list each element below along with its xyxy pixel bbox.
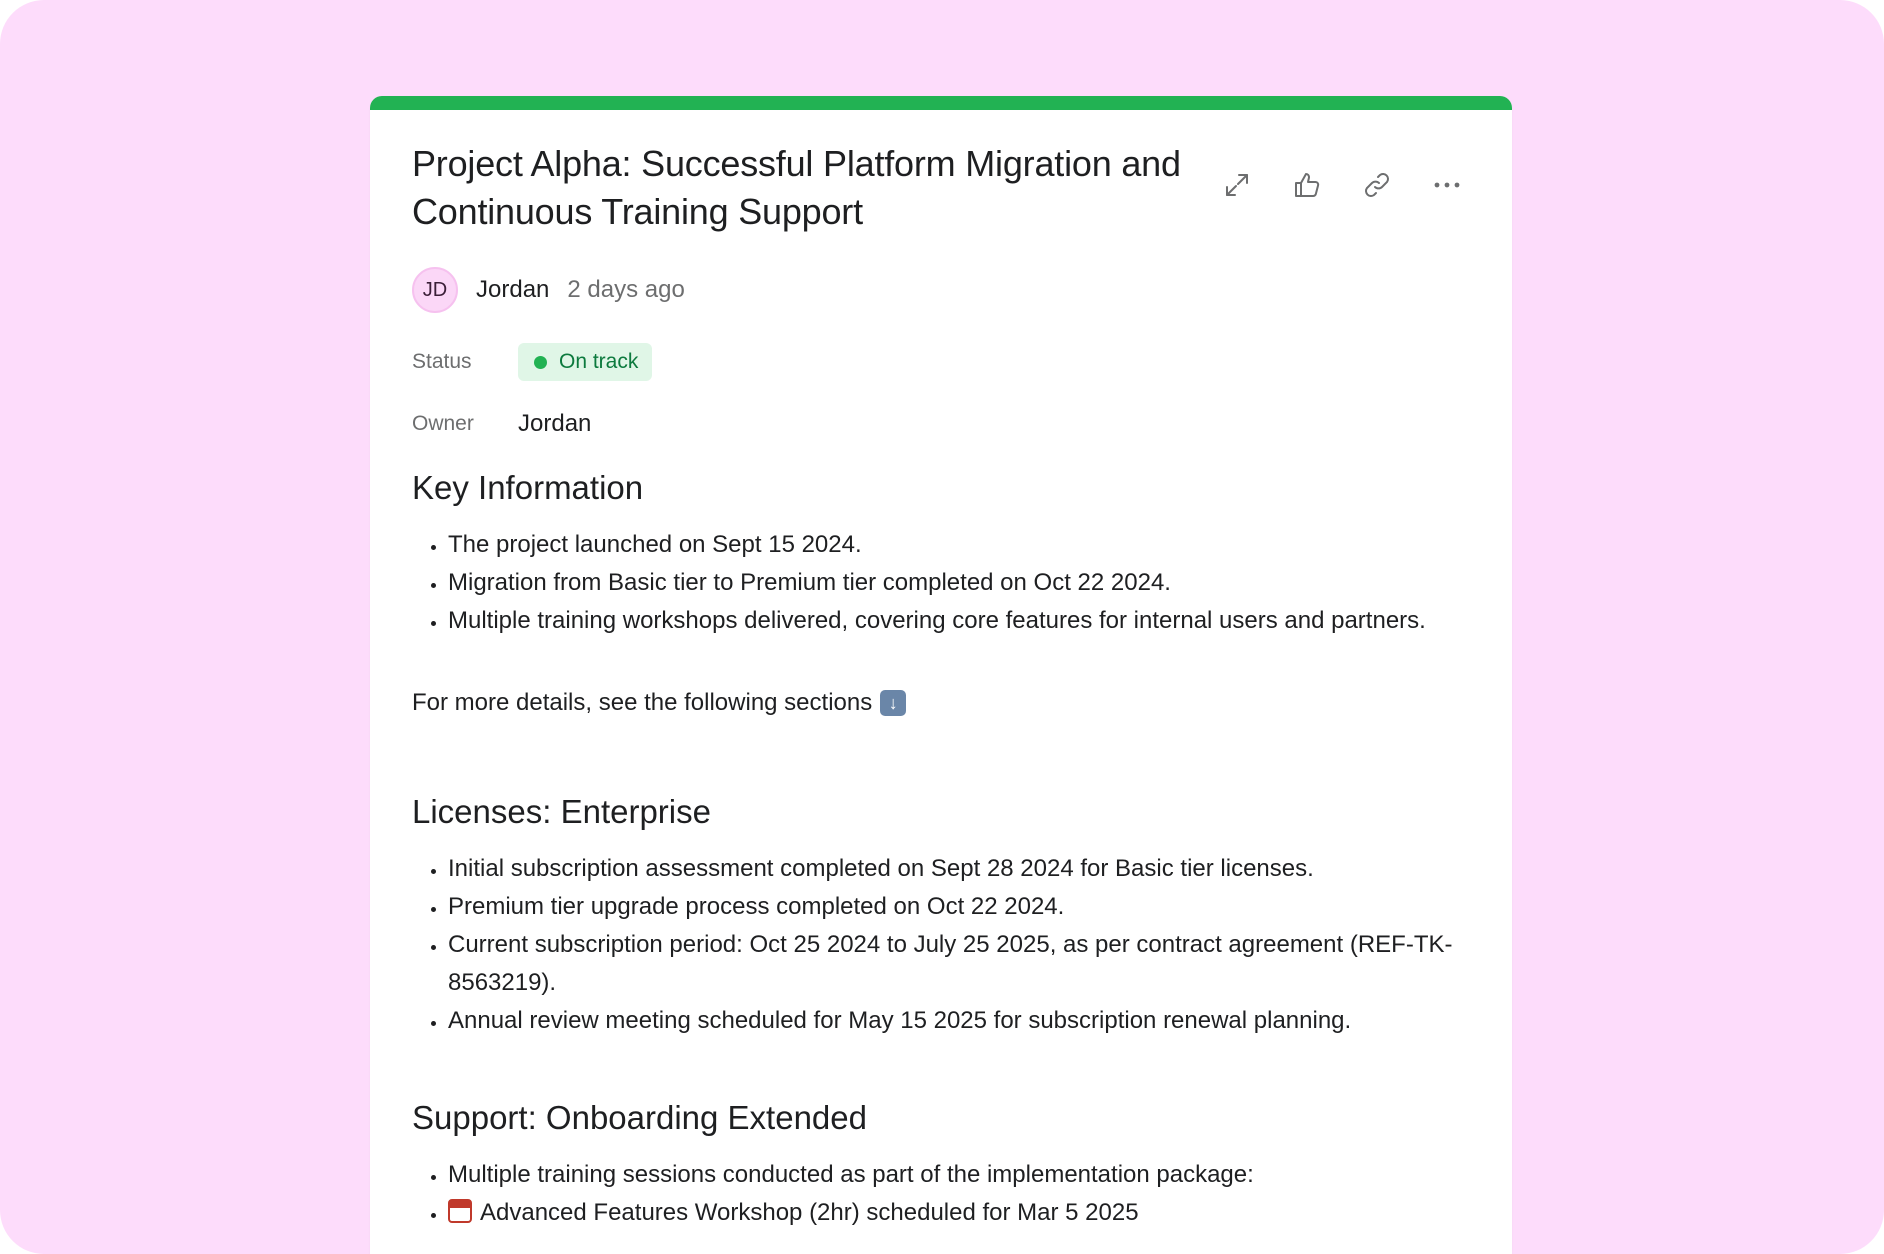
list-item: • Multiple training workshops delivered, covering core features for internal users and partners.	[448, 602, 1470, 640]
card-content	[412, 140, 1470, 1232]
support-heading: Support: Onboarding Extended	[412, 1099, 867, 1136]
details-paragraph	[412, 684, 1470, 722]
calendar-icon	[448, 1199, 472, 1223]
list-item: • Migration from Basic tier to Premium tier completed on Oct 22 2024.	[448, 564, 1470, 602]
avatar[interactable]: JD	[412, 267, 458, 313]
list-item-text: Advanced Features Workshop (2hr) scheduled for Mar 5 2025	[480, 1199, 1139, 1226]
owner-value[interactable]: Jordan	[518, 410, 592, 437]
fields	[412, 342, 1470, 444]
status-value: On track	[559, 350, 639, 373]
card-actions	[1214, 162, 1470, 208]
key-information-list	[412, 526, 1470, 640]
licenses-list	[412, 850, 1470, 1040]
expand-icon	[1223, 171, 1251, 199]
more-options-button[interactable]	[1424, 162, 1470, 208]
licenses-heading: Licenses: Enterprise	[412, 793, 711, 830]
more-options-icon	[1432, 170, 1462, 200]
like-button[interactable]	[1284, 162, 1330, 208]
copy-link-button[interactable]	[1354, 162, 1400, 208]
status-badge[interactable]	[518, 343, 652, 381]
owner-label: Owner	[412, 412, 474, 435]
list-item: • Annual review meeting scheduled for May 15 2025 for subscription renewal planning.	[448, 1002, 1470, 1040]
support-list	[412, 1156, 1470, 1232]
link-icon	[1362, 170, 1392, 200]
list-item: • Current subscription period: Oct 25 2024 to July 25 2025, as per contract agreement (REF-TK-8563219).	[448, 926, 1470, 1002]
status-label: Status	[412, 350, 472, 373]
list-item: • The project launched on Sept 15 2024.	[448, 526, 1470, 564]
status-dot-icon	[534, 356, 547, 369]
key-information-heading: Key Information	[412, 469, 644, 506]
list-item	[448, 1194, 1470, 1232]
byline	[412, 266, 1470, 314]
owner-field	[412, 404, 1470, 444]
status-accent-bar	[370, 96, 1512, 110]
list-item: • Multiple training sessions conducted as part of the implementation package:	[448, 1156, 1470, 1194]
status-field	[412, 342, 1470, 382]
down-arrow-icon: ↓	[880, 690, 906, 716]
timestamp: 2 days ago	[567, 276, 685, 303]
page-title: Project Alpha: Successful Platform Migration and Continuous Training Support	[412, 143, 1181, 232]
details-text: For more details, see the following sections	[412, 689, 873, 716]
thumbs-up-icon	[1292, 170, 1322, 200]
status-update-card	[370, 96, 1512, 1254]
expand-button[interactable]	[1214, 162, 1260, 208]
author-name[interactable]: Jordan	[476, 276, 550, 303]
list-item: • Premium tier upgrade process completed on Oct 22 2024.	[448, 888, 1470, 926]
list-item: • Initial subscription assessment completed on Sept 28 2024 for Basic tier licenses.	[448, 850, 1470, 888]
